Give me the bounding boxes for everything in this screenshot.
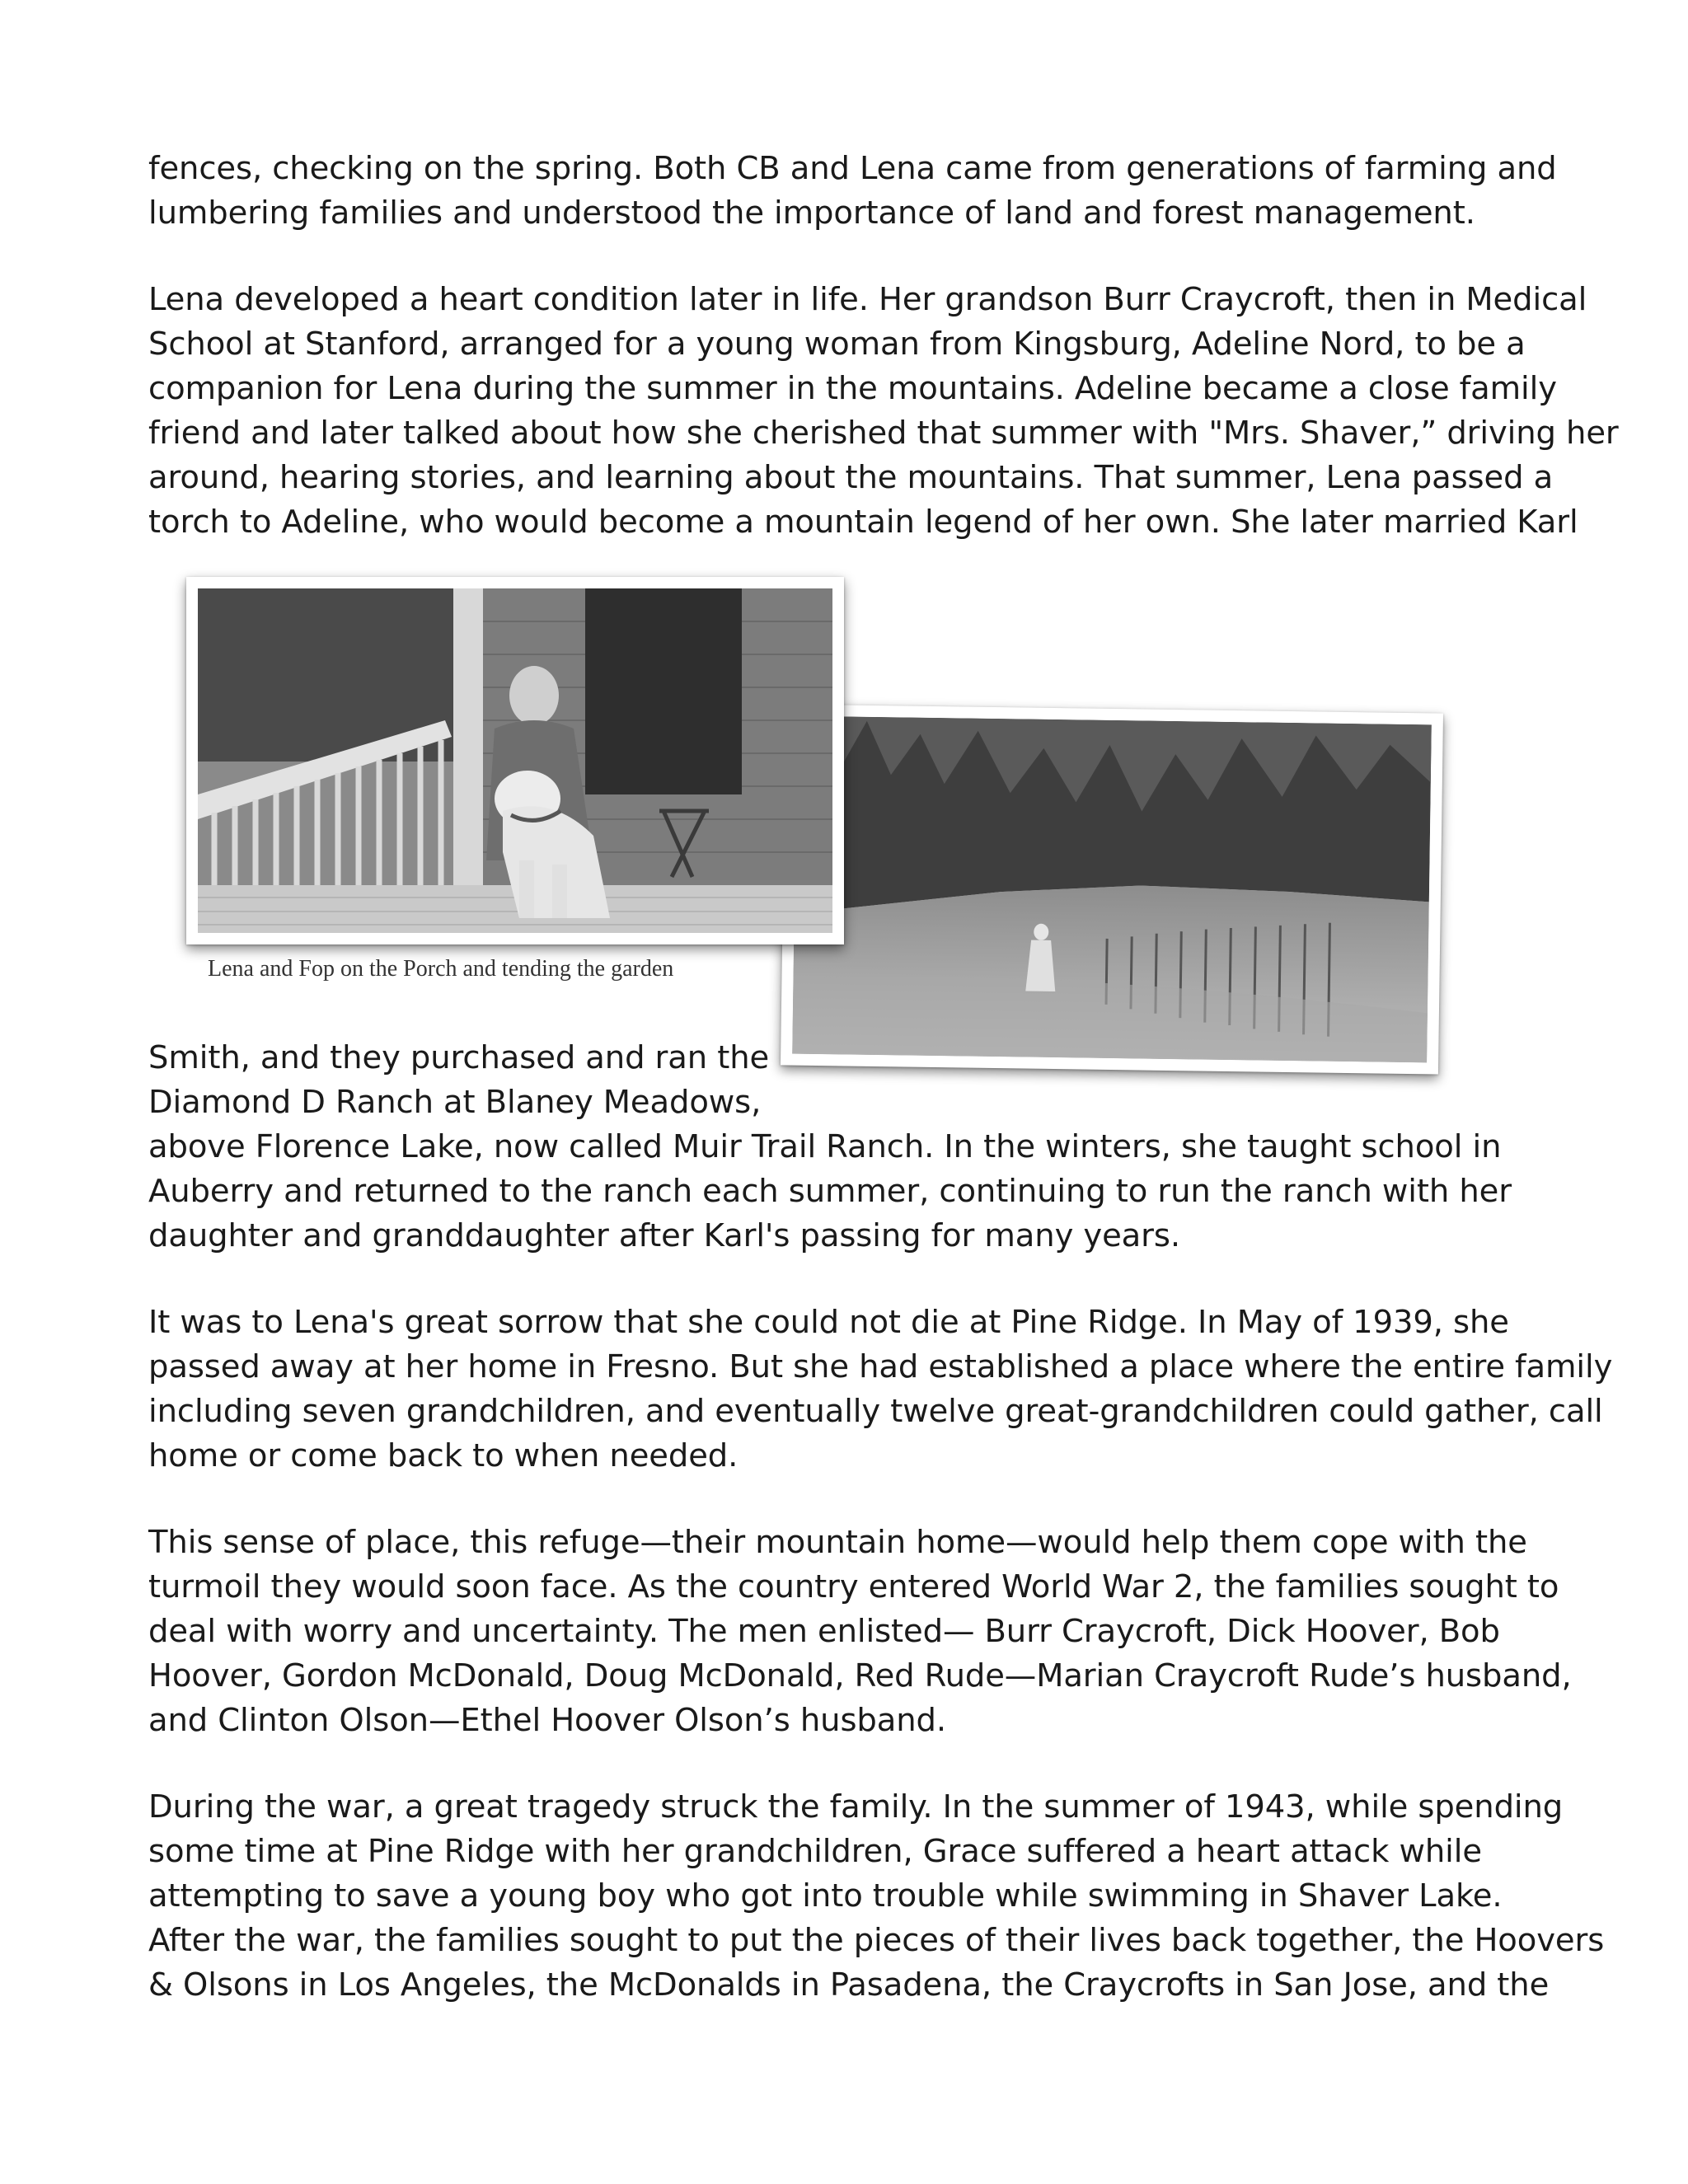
body-text-line: home or come back to when needed. bbox=[148, 1437, 738, 1474]
body-text-line: deal with worry and uncertainty. The men enlisted— Burr Craycroft, Dick Hoover, Bob bbox=[148, 1613, 1500, 1650]
body-text-line: Hoover, Gordon McDonald, Doug McDonald, Red Rude—Marian Craycroft Rude’s husband, bbox=[148, 1657, 1572, 1694]
body-text-line: and Clinton Olson—Ethel Hoover Olson’s husband. bbox=[148, 1702, 947, 1739]
body-text-line: lumbering families and understood the importance of land and forest management. bbox=[148, 194, 1475, 232]
body-text-line: Lena developed a heart condition later in life. Her grandson Burr Craycroft, then in Medical bbox=[148, 281, 1587, 318]
body-text-line: some time at Pine Ridge with her grandchildren, Grace suffered a heart attack while bbox=[148, 1833, 1482, 1870]
body-text-line: attempting to save a young boy who got into trouble while swimming in Shaver Lake. bbox=[148, 1877, 1503, 1915]
body-text-line: companion for Lena during the summer in the mountains. Adeline became a close family bbox=[148, 370, 1557, 407]
body-text-line: This sense of place, this refuge—their mountain home—would help them cope with the bbox=[148, 1524, 1527, 1561]
photo-caption: Lena and Fop on the Porch and tending the garden bbox=[208, 956, 674, 982]
body-text-line: including seven grandchildren, and eventually twelve great-grandchildren could gather, call bbox=[148, 1393, 1603, 1430]
body-text-line: around, hearing stories, and learning about the mountains. That summer, Lena passed a bbox=[148, 459, 1554, 496]
body-text-line: Diamond D Ranch at Blaney Meadows, bbox=[148, 1084, 762, 1121]
body-text-line: School at Stanford, arranged for a young woman from Kingsburg, Adeline Nord, to be a bbox=[148, 326, 1526, 363]
body-text-line: friend and later talked about how she cherished that summer with "Mrs. Shaver,” driving her bbox=[148, 415, 1619, 452]
body-text-line: torch to Adeline, who would become a mountain legend of her own. She later married Karl bbox=[148, 504, 1578, 541]
body-text-line: Auberry and returned to the ranch each summer, continuing to run the ranch with her bbox=[148, 1173, 1512, 1210]
body-text-line: above Florence Lake, now called Muir Trail Ranch. In the winters, she taught school in bbox=[148, 1128, 1502, 1165]
body-text-line: It was to Lena's great sorrow that she could not die at Pine Ridge. In May of 1939, she bbox=[148, 1304, 1509, 1341]
body-text-line: During the war, a great tragedy struck the family. In the summer of 1943, while spending bbox=[148, 1788, 1564, 1825]
porch-photo bbox=[186, 577, 844, 944]
body-text-line: Smith, and they purchased and ran the bbox=[148, 1039, 770, 1076]
garden-photo bbox=[781, 704, 1443, 1074]
body-text-line: passed away at her home in Fresno. But she had established a place where the entire family bbox=[148, 1348, 1613, 1385]
body-text-line: fences, checking on the spring. Both CB and Lena came from generations of farming and bbox=[148, 150, 1557, 187]
body-text-line: & Olsons in Los Angeles, the McDonalds in Pasadena, the Craycrofts in San Jose, and the bbox=[148, 1966, 1550, 2004]
body-text-line: turmoil they would soon face. As the country entered World War 2, the families sought to bbox=[148, 1568, 1559, 1605]
body-text-line: After the war, the families sought to put the pieces of their lives back together, the Hoovers bbox=[148, 1922, 1605, 1959]
body-text-line: daughter and granddaughter after Karl's passing for many years. bbox=[148, 1217, 1181, 1254]
